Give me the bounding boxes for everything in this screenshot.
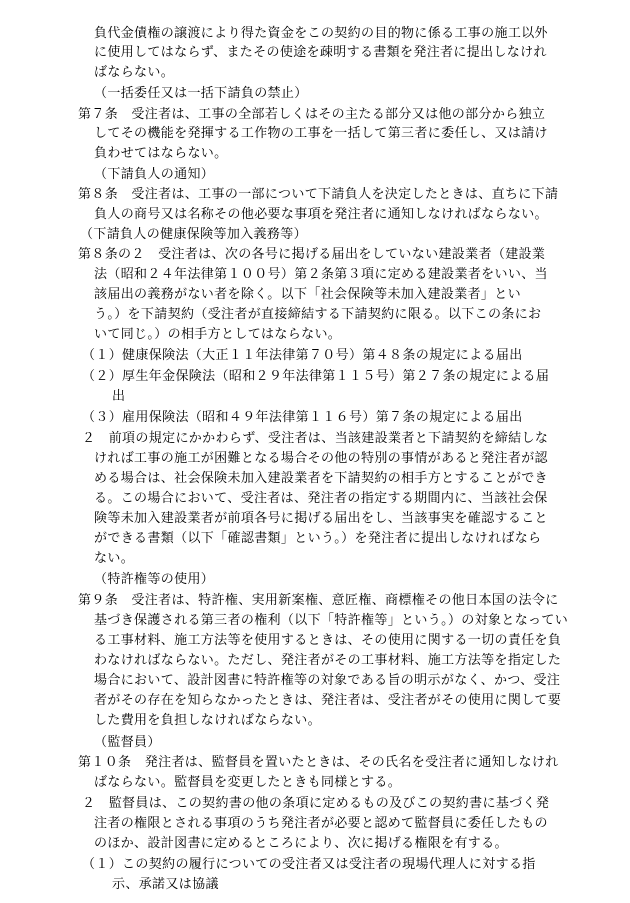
article-first-line: 第１０条 発注者は、監督員を置いたときは、その氏名を受注者に通知しなけれ: [78, 755, 559, 770]
article-first-line: 第８条 受注者は、工事の一部について下請負人を決定したときは、直ちに下請: [78, 187, 559, 202]
list-item: （１）健康保険法（大正１１年法律第７０号）第４８条の規定による届出: [82, 348, 523, 363]
list-item: （３）雇用保険法（昭和４９年法律第１１６号）第７条の規定による届出: [82, 410, 523, 425]
text-line: ければ工事の施工が困難となる場合その他の特別の事情があると発注者が認: [94, 451, 548, 466]
article-heading: （特許権等の使用）: [94, 572, 215, 587]
text-line: ばならない。監督員を変更したときも同様とする。: [94, 775, 402, 790]
article-first-line: 第８条の２ 受注者は、次の各号に掲げる届出をしていない建設業者（建設業: [78, 247, 546, 262]
paragraph-first-line: ２ 前項の規定にかかわらず、受注者は、当該建設業者と下請契約を締結しな: [82, 431, 549, 446]
text-line: 者がその存在を知らなかったときは、発注者は、受注者がその使用に関して要: [94, 693, 562, 708]
article-heading: （下請負人の通知）: [94, 167, 215, 182]
list-item-continuation: 示、承諾又は協議: [112, 877, 219, 892]
text-line: わなければならない。ただし、発注者がその工事材料、施工方法等を指定した: [94, 653, 562, 668]
text-line: る。この場合において、受注者は、発注者の指定する期間内に、当該社会保: [94, 491, 548, 506]
text-line: 場合において、設計図書に特許権等の対象である旨の明示がなく、かつ、受注: [94, 673, 561, 688]
text-line: う。）を下請契約（受注者が直接締結する下請契約に限る。以下この条にお: [94, 307, 542, 322]
list-item: （１）この契約の履行についての受注者又は受注者の現場代理人に対する指: [82, 857, 536, 872]
list-item-continuation: 出: [112, 389, 126, 404]
article-heading: （監督員）: [94, 735, 161, 750]
text-line: 負代金債権の譲渡により得た資金をこの契約の目的物に係る工事の施工以外: [94, 26, 548, 41]
text-line: した費用を負担しなければならない。: [94, 713, 321, 728]
text-line: める場合は、社会保険未加入建設業者を下請契約の相手方とすることができ: [94, 471, 548, 486]
text-line: 該届出の義務がない者を除く。以下「社会保険等未加入建設業者」とい: [94, 287, 521, 302]
text-line: ができる書類（以下「確認書類」という。）を発注者に提出しなければなら: [94, 531, 542, 546]
article-first-line: 第９条 受注者は、特許権、実用新案権、意匠権、商標権その他日本国の法令に: [78, 593, 559, 608]
text-line: 法（昭和２４年法律第１００号）第２条第３項に定める建設業者をいい、当: [94, 267, 548, 282]
list-item: （２）厚生年金保険法（昭和２９年法律第１１５号）第２７条の規定による届: [82, 369, 550, 384]
text-line: 負わせてはならない。: [94, 146, 228, 161]
text-line: 負人の商号又は名称その他必要な事項を発注者に通知しなければならない。: [94, 207, 548, 222]
text-line: ばならない。: [94, 65, 175, 80]
article-heading: （下請負人の健康保険等加入義務等）: [80, 227, 307, 242]
text-line: る工事材料、施工方法等を使用するときは、その使用に関する一切の責任を負: [94, 633, 562, 648]
text-line: ない。: [94, 551, 135, 566]
text-line: 基づき保護される第三者の権利（以下「特許権等」という。）の対象となってい: [94, 613, 569, 628]
text-line: いて同じ。）の相手方としてはならない。: [94, 327, 342, 342]
paragraph-first-line: ２ 監督員は、この契約書の他の条項に定めるもの及びこの契約書に基づく発: [82, 796, 550, 811]
article-first-line: 第７条 受注者は、工事の全部若しくはその主たる部分又は他の部分から独立: [78, 107, 546, 122]
text-line: 険等未加入建設業者が前項各号に掲げる届出をし、当該事実を確認すること: [94, 511, 548, 526]
text-line: 注者の権限とされる事項のうち発注者が必要と認めて監督員に委任したもの: [94, 816, 548, 831]
text-line: のほか、設計図書に定めるところにより、次に掲げる権限を有する。: [94, 836, 508, 851]
article-heading: （一括委任又は一括下請負の禁止）: [94, 86, 308, 101]
text-line: に使用してはならず、またその使途を疎明する書類を発注者に提出しなけれ: [94, 45, 547, 60]
text-line: してその機能を発揮する工作物の工事を一括して第三者に委任し、又は請け: [94, 126, 548, 141]
